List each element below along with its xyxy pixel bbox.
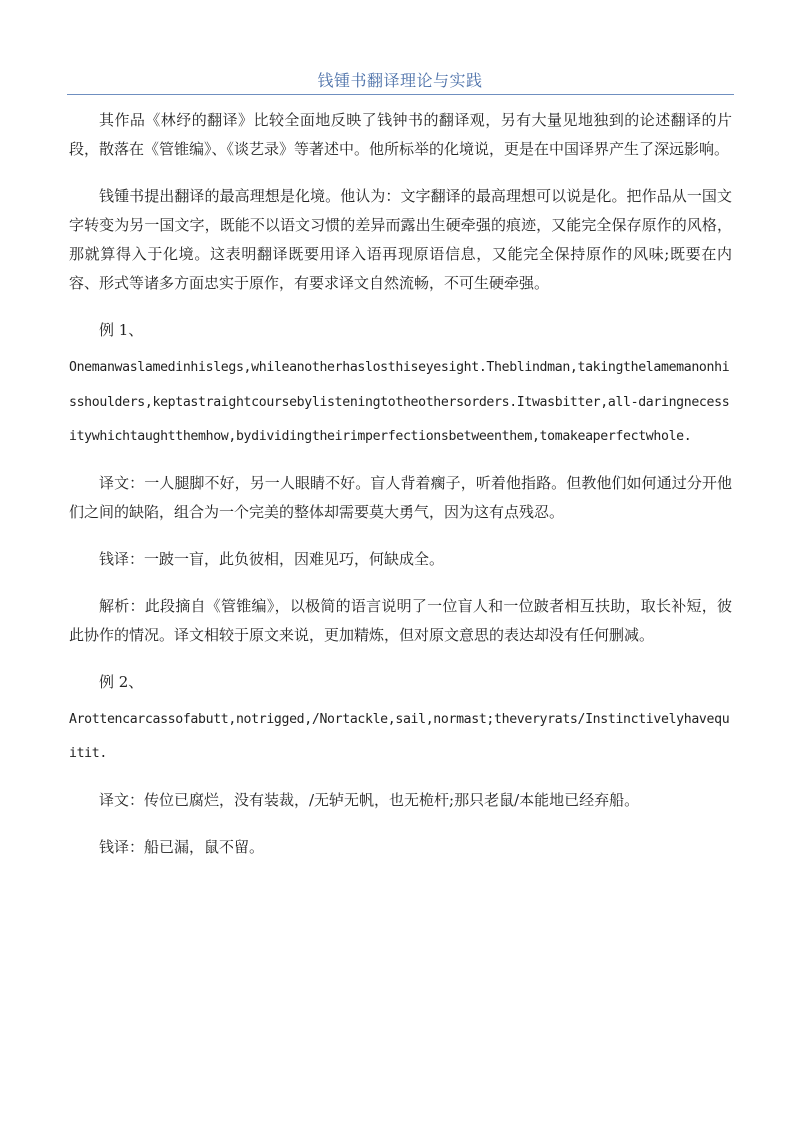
example-1-qian-translation: 钱译：一跛一盲，此负彼相，因难见巧，何缺成全。 [99,549,445,568]
example-1-analysis: 解析：此段摘自《管锥编》，以极简的语言说明了一位盲人和一位跛者相互扶助，取长补短，彼此协作的情况。译文相较于原文来说，更加精炼，但对原文意思的表达却没有任何删减。 [69,596,732,644]
paragraph-intro: 其作品《林纾的翻译》比较全面地反映了钱钟书的翻译观，另有大量见地独到的论述翻译的片段，散落在《管锥编》、《谈艺录》等著述中。他所标举的化境说，更是在中国译界产生了深远影响。 [69,111,732,158]
header-divider [67,94,734,95]
example-1-translation: 译文：一人腿脚不好，另一人眼睛不好。盲人背着瘸子，听着他指路。但教他们如何通过分开他们之间的缺陷，组合为一个完美的整体却需要莫大勇气，因为这有点残忍。 [69,473,732,521]
document-body [69,106,732,862]
example-2-heading: 例 2、 [99,672,144,691]
page-header-title: 钱锺书翻译理论与实践 [317,71,483,90]
example-2-qian-translation: 钱译：船已漏，鼠不留。 [99,837,265,856]
example-1-source-text: Onemanwaslamedinhislegs,whileanotherhaslosthiseyesight.Theblindman,takingthelamemanonhisshoulders,keptastraightcoursebylisteningtotheothersorders.Itwasbitter,all-daringnecessitywhichtaughtthemhow,bydividingtheirimperfectionsbetweenthem,tomakeaperfectwhole. [69,360,730,444]
example-2-source-text: Arottencarcassofabutt,notrigged,/Nortackle,sail,normast;theveryrats/Instinctivelyhavequitit. [69,711,730,761]
paragraph-huajing: 钱锺书提出翻译的最高理想是化境。他认为：文字翻译的最高理想可以说是化。把作品从一国文字转变为另一国文字，既能不以语文习惯的差异而露出生硬牵强的痕迹，又能完全保存原作的风格，那就算得入于化境。这表明翻译既要用译入语再现原语信息，又能完全保持原作的风味;既要在内容、形式等诸多方面忠实于原作，有要求译文自然流畅，不可生硬牵强。 [69,187,732,292]
example-1-heading: 例 1、 [99,321,144,339]
example-2-translation: 译文：传位已腐烂，没有装裁，/无轳无帆，也无桅杆;那只老鼠/本能地已经弃船。 [99,790,640,809]
